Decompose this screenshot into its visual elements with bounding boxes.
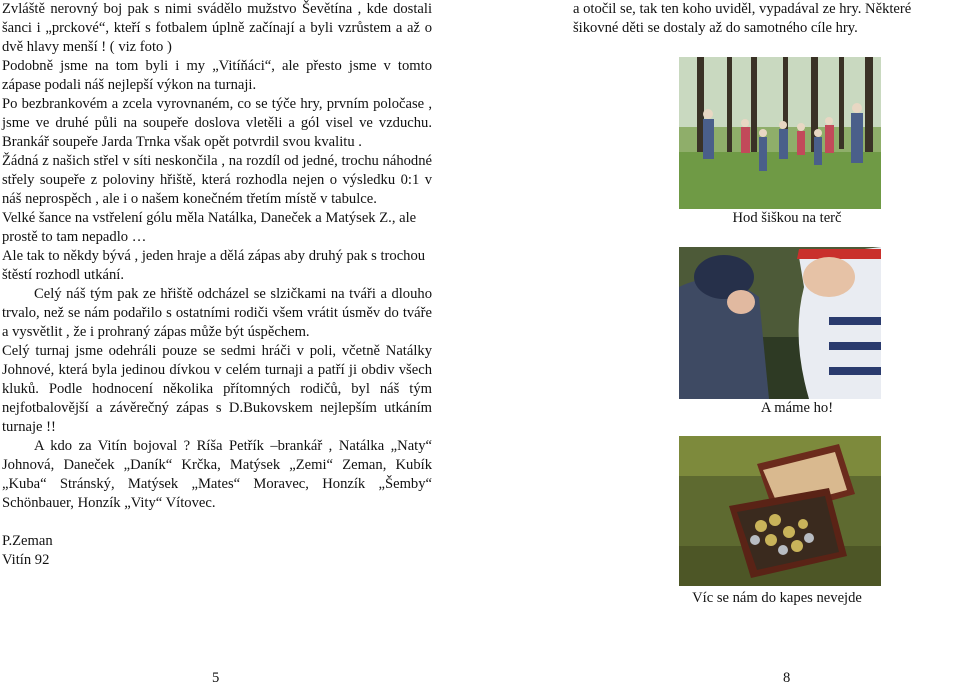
paragraph-vitinaci: Podobně jsme na tom byli i my „Vitíňáci“, ale přesto jsme v tomto zápase podali náš nejlepší výkon na turnaji. <box>2 58 432 93</box>
paragraph-tears: Celý náš tým pak ze hřiště odcházel se slzičkami na tváři a dlouho trvalo, než se nám podařilo s ostatními rodiči všem vrátit úsměv do tváře a vysvětlit , že i prohraný zápas může být úspěchem. <box>2 286 432 340</box>
paragraph-tournament: Celý turnaj jsme odehráli pouze se sedmi hráči v poli, včetně Natálky Johnové, která byla jedinou dívkou v celém turnaji a patří ji obdiv všech kluků. Podle hodnocení několika přítomných rodičů, byl náš tým nejfotbalovější a závěrečný zápas s D.Bukovskem nejlepším utkáním turnaje !! <box>2 343 432 435</box>
caption-kids-found-it: A máme ho! <box>760 400 834 416</box>
paragraph-roster: A kdo za Vitín bojoval ? Ríša Petřík –brankář , Natálka „Naty“ Johnová, Daneček „Daník“ Krčka, Matýsek „Zemi“ Zeman, Kubík „Kuba“ Stránský, Matýsek „Mates“ Moravec, Honzík „Šemby“ Schönbauer, Honzík „Vity“ Vítovec. <box>2 438 432 511</box>
caption-forest-game: Hod šiškou na terč <box>732 210 842 226</box>
left-column <box>2 0 432 570</box>
signature-place: Vitín 92 <box>2 552 50 568</box>
intro-paragraph: a otočil se, tak ten koho uviděl, vypadával ze hry. Některé šikovné děti se dostaly až do samotného cíle hry. <box>573 1 912 36</box>
paragraph-sevetin: Zvláště nerovný boj pak s nimi svádělo mužstvo Ševětína , kde dostali šanci i „prckové“, kteří s fotbalem úplně začínají a byli vzrůstem a až o dvě hlavy menší ! ( viz foto ) <box>2 1 432 55</box>
paragraph-first-half: Po bezbrankovém a zcela vyrovnaném, co se týče hry, prvním poločase , jsme ve druhé půli na soupeře doslova vletěli a gól visel ve vzduchu. Brankář soupeře Jarda Trnka však opět potvrdil svou kvalitu . <box>2 96 432 150</box>
paragraph-shots: Žádná z našich střel v síti neskončila , na rozdíl od jedné, trochu náhodné střely soupeře z poloviny hřiště, která rozhodla nejen o výsledku 0:1 v náš neprospěch , ale i o našem konečném třetím místě v tabulce. <box>2 153 432 207</box>
signature-name: P.Zeman <box>2 533 53 549</box>
paragraph-luck: Ale tak to někdy bývá , jeden hraje a dělá zápas aby druhý pak s trochou štěstí rozhodl utkání. <box>2 248 426 283</box>
photo-forest-game <box>679 57 881 209</box>
page-number-left: 5 <box>212 670 220 686</box>
photo-treasure-chest <box>679 436 881 586</box>
right-column-intro <box>573 0 958 38</box>
photo-kids-found-it <box>679 247 881 399</box>
caption-treasure-chest: Víc se nám do kapes nevejde <box>692 590 862 606</box>
paragraph-chances: Velké šance na vstřelení gólu měla Natálka, Daneček a Matýsek Z., ale prostě to tam nepadlo … <box>2 210 417 245</box>
page-number-right: 8 <box>783 670 791 686</box>
